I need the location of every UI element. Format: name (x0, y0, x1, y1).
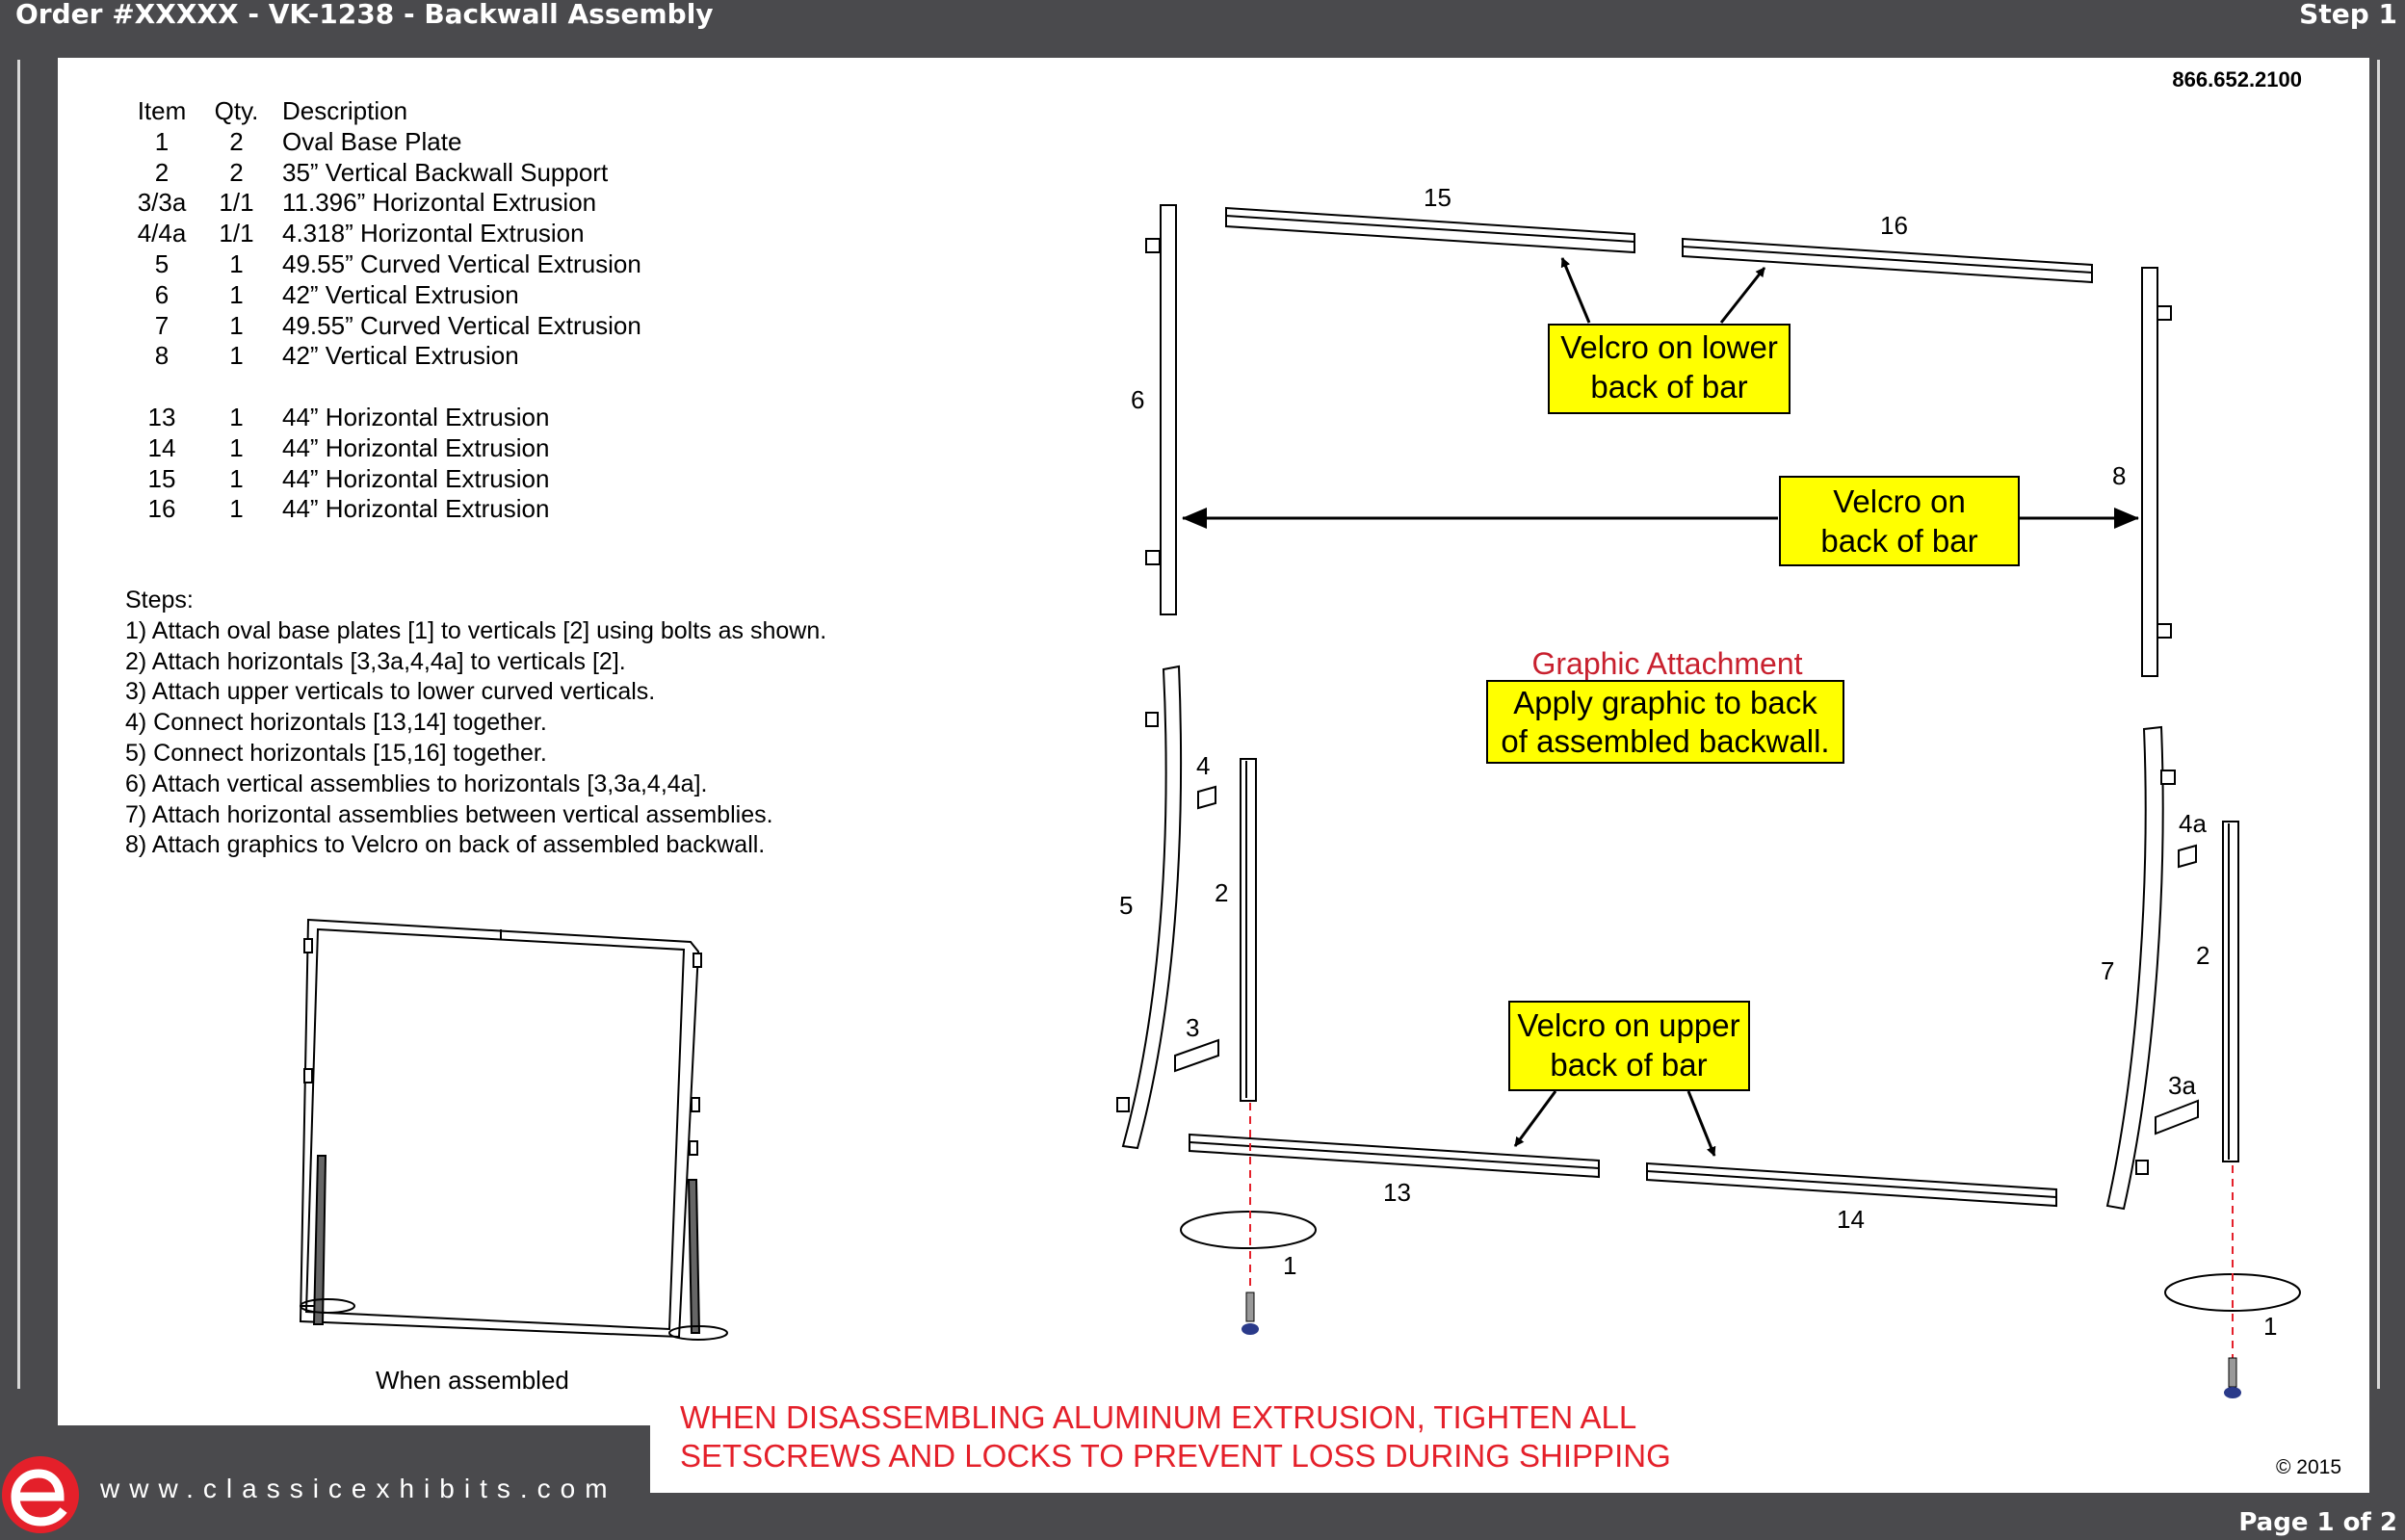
cell-description: 49.55” Curved Vertical Extrusion (282, 248, 641, 278)
label-part-4: 4 (1196, 751, 1211, 780)
label-part-14: 14 (1837, 1205, 1865, 1234)
assembled-caption: When assembled (376, 1366, 569, 1395)
cell-description: 42” Vertical Extrusion (282, 341, 519, 371)
label-part-13: 13 (1383, 1178, 1411, 1207)
cell-description: 44” Horizontal Extrusion (282, 494, 550, 524)
label-part-1-right: 1 (2263, 1312, 2278, 1341)
warning-text (680, 1398, 1671, 1475)
cell-item: 15 (147, 463, 176, 493)
cell-qty: 1 (229, 494, 244, 524)
document-title: Order #XXXXX - VK-1238 - Backwall Assembly (15, 0, 714, 30)
warning-line-2: SETSCREWS AND LOCKS TO PREVENT LOSS DURING SHIPPING (680, 1438, 1671, 1474)
cell-item: 8 (154, 341, 170, 371)
part-3-bracket (1175, 1040, 1218, 1071)
cell-item: 1 (154, 126, 170, 156)
graphic-attachment-title: Graphic Attachment (1531, 646, 1803, 681)
cell-qty: 1 (229, 279, 244, 309)
cell-qty: 1 (229, 432, 244, 462)
part-2-left-support (1241, 759, 1256, 1101)
label-part-3a: 3a (2168, 1071, 2196, 1100)
graphic-attachment-callout (1487, 646, 1843, 763)
label-part-6: 6 (1131, 385, 1145, 414)
cell-description: 44” Horizontal Extrusion (282, 432, 550, 462)
callout-velcro-back (1780, 477, 2019, 565)
copyright: © 2015 (2275, 1456, 2341, 1478)
part-4a-bracket (2179, 846, 2196, 867)
part-3a-bracket (2156, 1101, 2198, 1134)
header-item: Item (137, 96, 187, 125)
label-part-5: 5 (1119, 891, 1134, 920)
cell-item: 6 (154, 279, 170, 309)
page-number: Page 1 of 2 (2238, 1508, 2397, 1537)
cell-description: 4.318” Horizontal Extrusion (282, 219, 585, 248)
cell-qty: 2 (229, 157, 244, 187)
header-description: Description (282, 96, 408, 125)
step-item: 2) Attach horizontals [3,3a,4,4a] to verticals [2]. (125, 647, 626, 675)
cell-item: 4/4a (137, 219, 187, 248)
part-2-right-support (2223, 822, 2238, 1162)
step-item: 4) Connect horizontals [13,14] together. (125, 709, 547, 737)
label-part-15: 15 (1424, 183, 1451, 212)
cell-qty: 1 (229, 310, 244, 340)
cell-qty: 1 (229, 463, 244, 493)
cell-qty: 1 (229, 402, 244, 431)
cell-item: 7 (154, 310, 170, 340)
cell-description: Oval Base Plate (282, 126, 462, 156)
website-url[interactable]: www.classicexhibits.com (100, 1474, 617, 1503)
label-part-16: 16 (1880, 211, 1908, 240)
label-part-8: 8 (2112, 461, 2127, 490)
label-part-3: 3 (1186, 1013, 1200, 1042)
callout-velcro-lower (1549, 325, 1790, 413)
label-part-1-left: 1 (1283, 1251, 1297, 1280)
label-part-2-right: 2 (2196, 941, 2210, 970)
step-item: 7) Attach horizontal assemblies between vertical assemblies. (125, 800, 773, 828)
step-item: 6) Attach vertical assemblies to horizontals [3,3a,4,4a]. (125, 770, 708, 797)
callout-velcro-upper-line2: back of bar (1550, 1047, 1708, 1083)
cell-item: 16 (147, 494, 176, 524)
part-8-vertical (2142, 268, 2157, 676)
cell-item: 5 (154, 248, 170, 278)
assembled-backwall-drawing (301, 920, 727, 1340)
callout-velcro-lower-line1: Velcro on lower (1560, 329, 1778, 365)
callout-velcro-upper (1509, 1002, 1749, 1090)
cell-description: 42” Vertical Extrusion (282, 279, 519, 309)
cell-description: 44” Horizontal Extrusion (282, 402, 550, 431)
phone-number: 866.652.2100 (2172, 67, 2302, 91)
graphic-box-line2: of assembled backwall. (1501, 723, 1830, 759)
graphic-box-line1: Apply graphic to back (1513, 685, 1817, 720)
cell-item: 3/3a (137, 188, 187, 218)
part-15-bar (1226, 208, 1634, 252)
callout-velcro-upper-line1: Velcro on upper (1517, 1007, 1740, 1043)
cell-description: 49.55” Curved Vertical Extrusion (282, 310, 641, 340)
cell-qty: 1/1 (219, 219, 254, 248)
step-item: 5) Connect horizontals [15,16] together. (125, 739, 547, 767)
label-part-7: 7 (2101, 956, 2115, 985)
step-item: 3) Attach upper verticals to lower curved verticals. (125, 678, 656, 706)
left-bolt-icon (1242, 1292, 1259, 1335)
label-part-4a: 4a (2179, 809, 2207, 838)
part-7-curved-vertical (2107, 727, 2163, 1209)
cell-qty: 1 (229, 341, 244, 371)
cell-item: 2 (154, 157, 170, 187)
part-1-left-base-plate (1181, 1212, 1316, 1248)
callout-velcro-lower-line2: back of bar (1590, 369, 1748, 405)
label-part-2-left: 2 (1215, 878, 1229, 907)
part-4-bracket (1198, 787, 1216, 808)
warning-line-1: WHEN DISASSEMBLING ALUMINUM EXTRUSION, TIGHTEN ALL (680, 1399, 1637, 1435)
right-bolt-icon (2224, 1358, 2241, 1398)
cell-item: 13 (147, 402, 176, 431)
callout-velcro-back-line2: back of bar (1820, 523, 1978, 559)
cell-qty: 1 (229, 248, 244, 278)
cell-description: 35” Vertical Backwall Support (282, 157, 609, 187)
cell-qty: 2 (229, 126, 244, 156)
classic-exhibits-logo-icon (0, 1435, 96, 1540)
step-item: 8) Attach graphics to Velcro on back of assembled backwall. (125, 831, 766, 859)
step-item: 1) Attach oval base plates [1] to verticals [2] using bolts as shown. (125, 616, 827, 644)
cell-qty: 1/1 (219, 188, 254, 218)
steps-title: Steps: (125, 587, 194, 613)
cell-item: 14 (147, 432, 176, 462)
header-qty: Qty. (214, 96, 259, 125)
cell-description: 11.396” Horizontal Extrusion (282, 188, 597, 218)
callout-velcro-back-line1: Velcro on (1833, 483, 1966, 519)
step-label: Step 1 (2299, 0, 2397, 30)
cell-description: 44” Horizontal Extrusion (282, 463, 550, 493)
part-6-vertical (1161, 205, 1176, 614)
